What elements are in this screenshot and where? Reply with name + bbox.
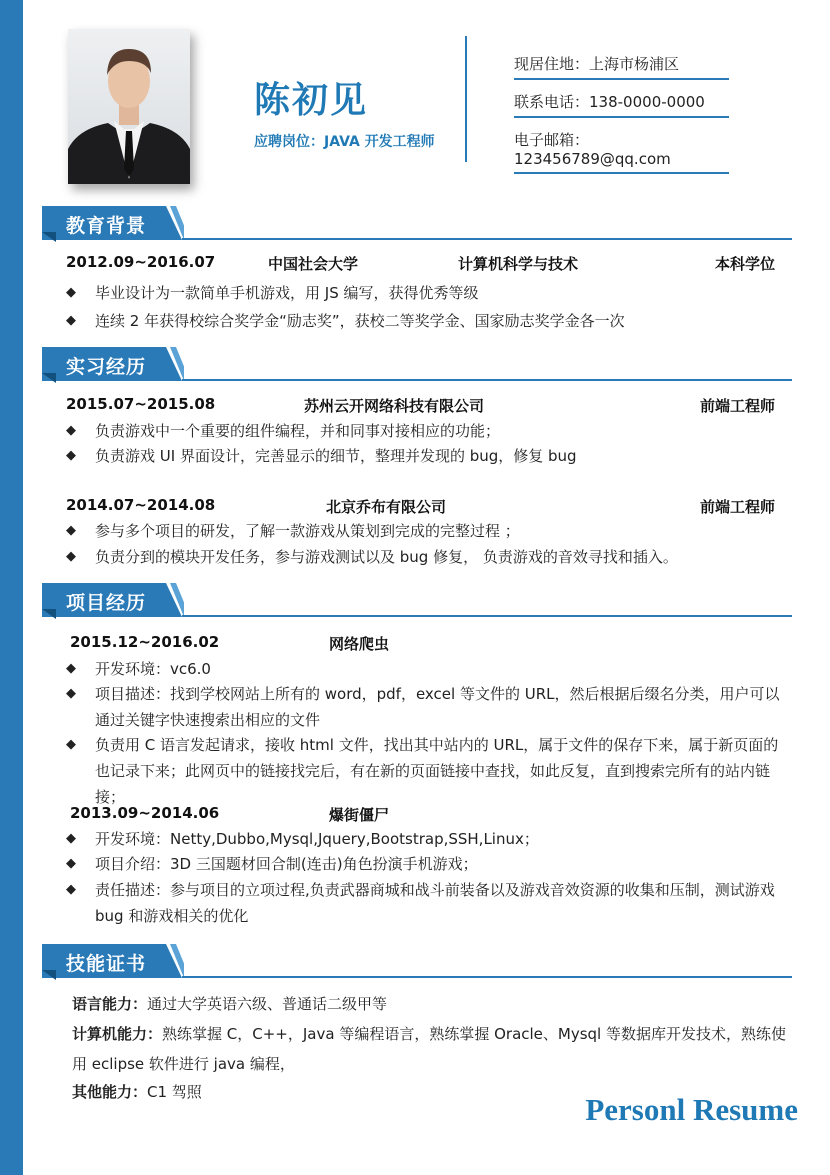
contact-value: 上海市杨浦区 [589, 55, 680, 73]
contact-value: 138-0000-0000 [589, 93, 705, 111]
internship-company: 苏州云开网络科技有限公司 [304, 397, 485, 415]
skill-value: 熟练掌握 C，C++，Java 等编程语言，熟练掌握 Oracle、Mysql 等数据库开发技术，熟练使用 eclipse 软件进行 java 编程， [72, 1025, 786, 1073]
list-item-text: 负责游戏 UI 界面设计，完善显示的细节，整理并发现的 bug，修复 bug [95, 447, 577, 465]
contact-email [514, 129, 729, 174]
list-item-text: 参与多个项目的研发，了解一款游戏从策划到完成的完整过程 ； [95, 522, 520, 540]
education-major: 计算机科学与技术 [458, 255, 579, 273]
skill-value: 通过大学英语六级、普通话二级甲等 [147, 995, 388, 1013]
contact-address [514, 53, 729, 80]
skill-computer [72, 1019, 792, 1079]
person-portrait-icon [68, 29, 190, 184]
diamond-bullet-icon: ◆ [66, 313, 76, 328]
internship-period: 2015.07~2015.08 [66, 395, 216, 413]
internship-role: 前端工程师 [700, 397, 776, 415]
project-period: 2015.12~2016.02 [70, 633, 220, 651]
section-title: 项目经历 [66, 592, 147, 614]
section-header-projects [42, 583, 792, 617]
list-item [66, 544, 786, 570]
internship-company: 北京乔布有限公司 [326, 498, 447, 516]
diamond-bullet-icon: ◆ [66, 661, 76, 676]
diamond-bullet-icon: ◆ [66, 423, 76, 438]
section-title: 实习经历 [66, 356, 147, 378]
list-item-text: 连续 2 年获得校综合奖学金“励志奖”，获校二等奖学金、国家励志奖学金各一次 [95, 312, 625, 330]
skill-label: 语言能力： [72, 995, 148, 1013]
list-item-text: 项目介绍：3D 三国题材回合制(连击)角色扮演手机游戏； [95, 855, 478, 873]
list-item [66, 851, 791, 877]
section-header-skills [42, 944, 792, 978]
internship-period: 2014.07~2014.08 [66, 496, 216, 514]
left-accent-strip [0, 0, 23, 1175]
project-period: 2013.09~2014.06 [70, 804, 220, 822]
list-item [66, 656, 791, 682]
job-value: JAVA 开发工程师 [324, 134, 435, 150]
list-item [66, 280, 786, 306]
section-rule [182, 615, 792, 617]
list-item-text: 负责用 C 语言发起请求，接收 html 文件，找出其中站内的 URL，属于文件的保存下来，属于新页面的也记录下来；此网页中的链接找完后，有在新的页面链接中查找，如此反复，直到搜索完所有的站内链接； [95, 736, 779, 806]
candidate-name: 陈初见 [254, 80, 369, 121]
skill-label: 其他能力： [72, 1083, 148, 1101]
diamond-bullet-icon: ◆ [66, 882, 76, 897]
list-item [66, 732, 791, 810]
section-header-education [42, 206, 792, 240]
contact-label: 电子邮箱： [514, 131, 590, 149]
project-name: 爆街僵尸 [329, 806, 390, 824]
list-item-text: 负责分到的模块开发任务，参与游戏测试以及 bug 修复， 负责游戏的音效寻找和插入。 [95, 548, 678, 566]
list-item-text: 开发环境：Netty,Dubbo,Mysql,Jquery,Bootstrap,SSH,Linux； [95, 830, 539, 848]
diamond-bullet-icon: ◆ [66, 831, 76, 846]
diamond-bullet-icon: ◆ [66, 448, 76, 463]
skill-label: 计算机能力： [72, 1025, 163, 1043]
list-item [66, 826, 791, 852]
education-school: 中国社会大学 [268, 255, 359, 273]
section-header-internship [42, 347, 792, 381]
contact-value: 123456789@qq.com [514, 150, 671, 168]
header-divider [465, 36, 467, 162]
section-rule [182, 238, 792, 240]
list-item-text: 毕业设计为一款简单手机游戏，用 JS 编写，获得优秀等级 [95, 284, 479, 302]
diamond-bullet-icon: ◆ [66, 856, 76, 871]
list-item [66, 418, 786, 444]
list-item [66, 308, 786, 334]
list-item-text: 负责游戏中一个重要的组件编程，并和同事对接相应的功能； [95, 422, 501, 440]
section-title: 技能证书 [66, 953, 147, 975]
diamond-bullet-icon: ◆ [66, 686, 76, 701]
skill-value: C1 驾照 [147, 1083, 202, 1101]
education-degree: 本科学位 [715, 255, 776, 273]
list-item [66, 877, 791, 929]
contact-phone [514, 91, 729, 118]
project-name: 网络爬虫 [329, 635, 390, 653]
list-item-text: 开发环境：vc6.0 [95, 660, 211, 678]
list-item [66, 681, 791, 733]
job-position [254, 131, 435, 151]
job-label: 应聘岗位： [254, 134, 324, 150]
list-item [66, 443, 786, 469]
list-item-text: 项目描述：找到学校网站上所有的 word，pdf，excel 等文件的 URL，然后根据后缀名分类，用户可以通过关键字快速搜索出相应的文件 [95, 685, 780, 729]
footer-title: Personl Resume [585, 1092, 798, 1127]
profile-photo [68, 29, 190, 184]
list-item [66, 518, 786, 544]
internship-role: 前端工程师 [700, 498, 776, 516]
diamond-bullet-icon: ◆ [66, 285, 76, 300]
contact-label: 联系电话： [514, 93, 590, 111]
section-title: 教育背景 [66, 215, 147, 237]
diamond-bullet-icon: ◆ [66, 737, 76, 752]
diamond-bullet-icon: ◆ [66, 549, 76, 564]
education-period: 2012.09~2016.07 [66, 253, 216, 271]
diamond-bullet-icon: ◆ [66, 523, 76, 538]
list-item-text: 责任描述：参与项目的立项过程,负责武器商城和战斗前装备以及游戏音效资源的收集和压制，测试游戏 bug 和游戏相关的优化 [95, 881, 775, 925]
section-rule [182, 379, 792, 381]
contact-label: 现居住地： [514, 55, 590, 73]
skill-language [72, 989, 792, 1019]
section-rule [182, 976, 792, 978]
